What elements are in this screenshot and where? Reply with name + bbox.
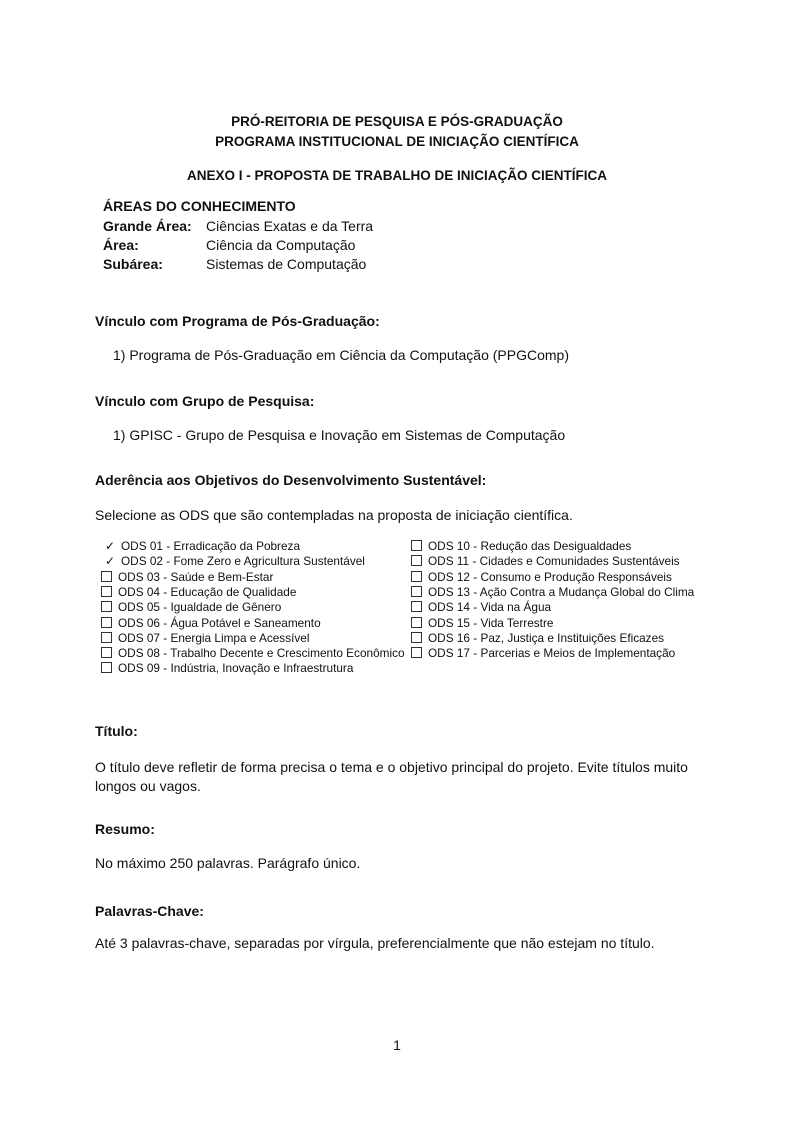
ods-checkbox-item[interactable]: [101, 600, 281, 614]
ods-checkbox-item[interactable]: [101, 616, 321, 630]
ods-label: ODS 12 - Consumo e Produção Responsáveis: [428, 569, 672, 584]
checkbox-icon[interactable]: [101, 601, 112, 612]
checkmark-icon[interactable]: ✓: [105, 554, 116, 569]
ods-checkbox-item[interactable]: [411, 539, 631, 553]
area-label: Subárea:: [103, 256, 163, 272]
checkbox-icon[interactable]: [101, 586, 112, 597]
checkbox-icon[interactable]: [101, 617, 112, 628]
ods-checkbox-item[interactable]: [411, 570, 672, 584]
ods-checkbox-item[interactable]: [411, 600, 551, 614]
checkbox-icon[interactable]: [101, 662, 112, 673]
palavras-heading: Palavras-Chave:: [95, 903, 204, 919]
checkbox-icon[interactable]: [411, 617, 422, 628]
page-number: 1: [393, 1037, 401, 1053]
ods-checkbox-item[interactable]: [411, 616, 553, 630]
ods-label: ODS 14 - Vida na Água: [428, 600, 552, 615]
checkbox-icon[interactable]: [411, 586, 422, 597]
ods-label: ODS 04 - Educação de Qualidade: [118, 584, 297, 599]
area-row: [103, 217, 373, 236]
pos-heading: Vínculo com Programa de Pós-Graduação:: [95, 313, 380, 329]
ods-checkbox-item[interactable]: [97, 554, 365, 568]
ods-label: ODS 09 - Indústria, Inovação e Infraestrutura: [118, 661, 354, 676]
ods-label: ODS 08 - Trabalho Decente e Crescimento Econômico: [118, 646, 405, 661]
checkbox-icon[interactable]: [101, 647, 112, 658]
ods-label: ODS 15 - Vida Terrestre: [428, 615, 554, 630]
ods-checkbox-item[interactable]: [101, 585, 296, 599]
area-value: Ciência da Computação: [206, 237, 356, 253]
resumo-heading: Resumo:: [95, 821, 155, 837]
areas-table: [103, 217, 373, 274]
areas-heading: ÁREAS DO CONHECIMENTO: [103, 198, 296, 214]
checkbox-icon[interactable]: [411, 571, 422, 582]
ods-checkbox-item[interactable]: [411, 554, 680, 568]
checkbox-icon[interactable]: [411, 601, 422, 612]
header-line1: PRÓ-REITORIA DE PESQUISA E PÓS-GRADUAÇÃO: [231, 114, 563, 129]
ods-label: ODS 02 - Fome Zero e Agricultura Sustentável: [121, 554, 365, 569]
area-label: Área:: [103, 237, 139, 253]
ods-checkbox-item[interactable]: [101, 661, 353, 675]
checkmark-icon[interactable]: ✓: [105, 539, 116, 553]
annex-title: ANEXO I - PROPOSTA DE TRABALHO DE INICIAÇÃO CIENTÍFICA: [186, 168, 607, 183]
titulo-heading: Título:: [95, 723, 138, 739]
ods-checkbox-item[interactable]: [101, 570, 273, 584]
checkbox-icon[interactable]: [411, 647, 422, 658]
ods-checkbox-item[interactable]: [101, 646, 405, 660]
ods-checkbox-item[interactable]: [411, 631, 664, 645]
checkbox-icon[interactable]: [411, 540, 422, 551]
ods-checkbox-item[interactable]: [411, 646, 675, 660]
ods-heading: Aderência aos Objetivos do Desenvolvimento Sustentável:: [95, 472, 487, 488]
ods-label: ODS 05 - Igualdade de Gênero: [118, 600, 282, 615]
ods-checkbox-item[interactable]: [411, 585, 694, 599]
ods-label: ODS 13 - Ação Contra a Mudança Global do Clima: [428, 584, 695, 599]
ods-label: ODS 03 - Saúde e Bem-Estar: [118, 569, 274, 584]
area-label: Grande Área:: [103, 218, 192, 234]
titulo-text: O título deve refletir de forma precisa o tema e o objetivo principal do projeto. Evite títulos muito longos ou vagos.: [95, 759, 688, 794]
header-line2: PROGRAMA INSTITUCIONAL DE INICIAÇÃO CIENTÍFICA: [215, 134, 579, 149]
resumo-text: No máximo 250 palavras. Parágrafo único.: [95, 855, 361, 871]
ods-checkbox-item[interactable]: [101, 631, 309, 645]
ods-checkbox-item[interactable]: [97, 539, 300, 553]
ods-instruction: Selecione as ODS que são contempladas na proposta de iniciação científica.: [95, 507, 573, 523]
ods-label: ODS 07 - Energia Limpa e Acessível: [118, 630, 310, 645]
checkbox-icon[interactable]: [101, 571, 112, 582]
checkbox-icon[interactable]: [101, 632, 112, 643]
grupo-item: 1) GPISC - Grupo de Pesquisa e Inovação em Sistemas de Computação: [113, 427, 566, 443]
ods-label: ODS 01 - Erradicação da Pobreza: [121, 539, 301, 553]
checkbox-icon[interactable]: [411, 632, 422, 643]
checkbox-icon[interactable]: [411, 555, 422, 566]
grupo-heading: Vínculo com Grupo de Pesquisa:: [95, 393, 315, 409]
area-value: Ciências Exatas e da Terra: [206, 218, 374, 234]
ods-label: ODS 11 - Cidades e Comunidades Sustentáveis: [428, 554, 680, 569]
area-row: [103, 255, 373, 274]
area-row: [103, 236, 373, 255]
ods-label: ODS 17 - Parcerias e Meios de Implementação: [428, 646, 676, 661]
ods-label: ODS 06 - Água Potável e Saneamento: [118, 615, 321, 630]
ods-label: ODS 16 - Paz, Justiça e Instituições Eficazes: [428, 630, 665, 645]
area-value: Sistemas de Computação: [206, 256, 367, 272]
pos-item: 1) Programa de Pós-Graduação em Ciência da Computação (PPGComp): [113, 347, 569, 363]
ods-label: ODS 10 - Redução das Desigualdades: [428, 539, 632, 553]
palavras-text: Até 3 palavras-chave, separadas por vírgula, preferencialmente que não estejam no título.: [95, 935, 655, 951]
